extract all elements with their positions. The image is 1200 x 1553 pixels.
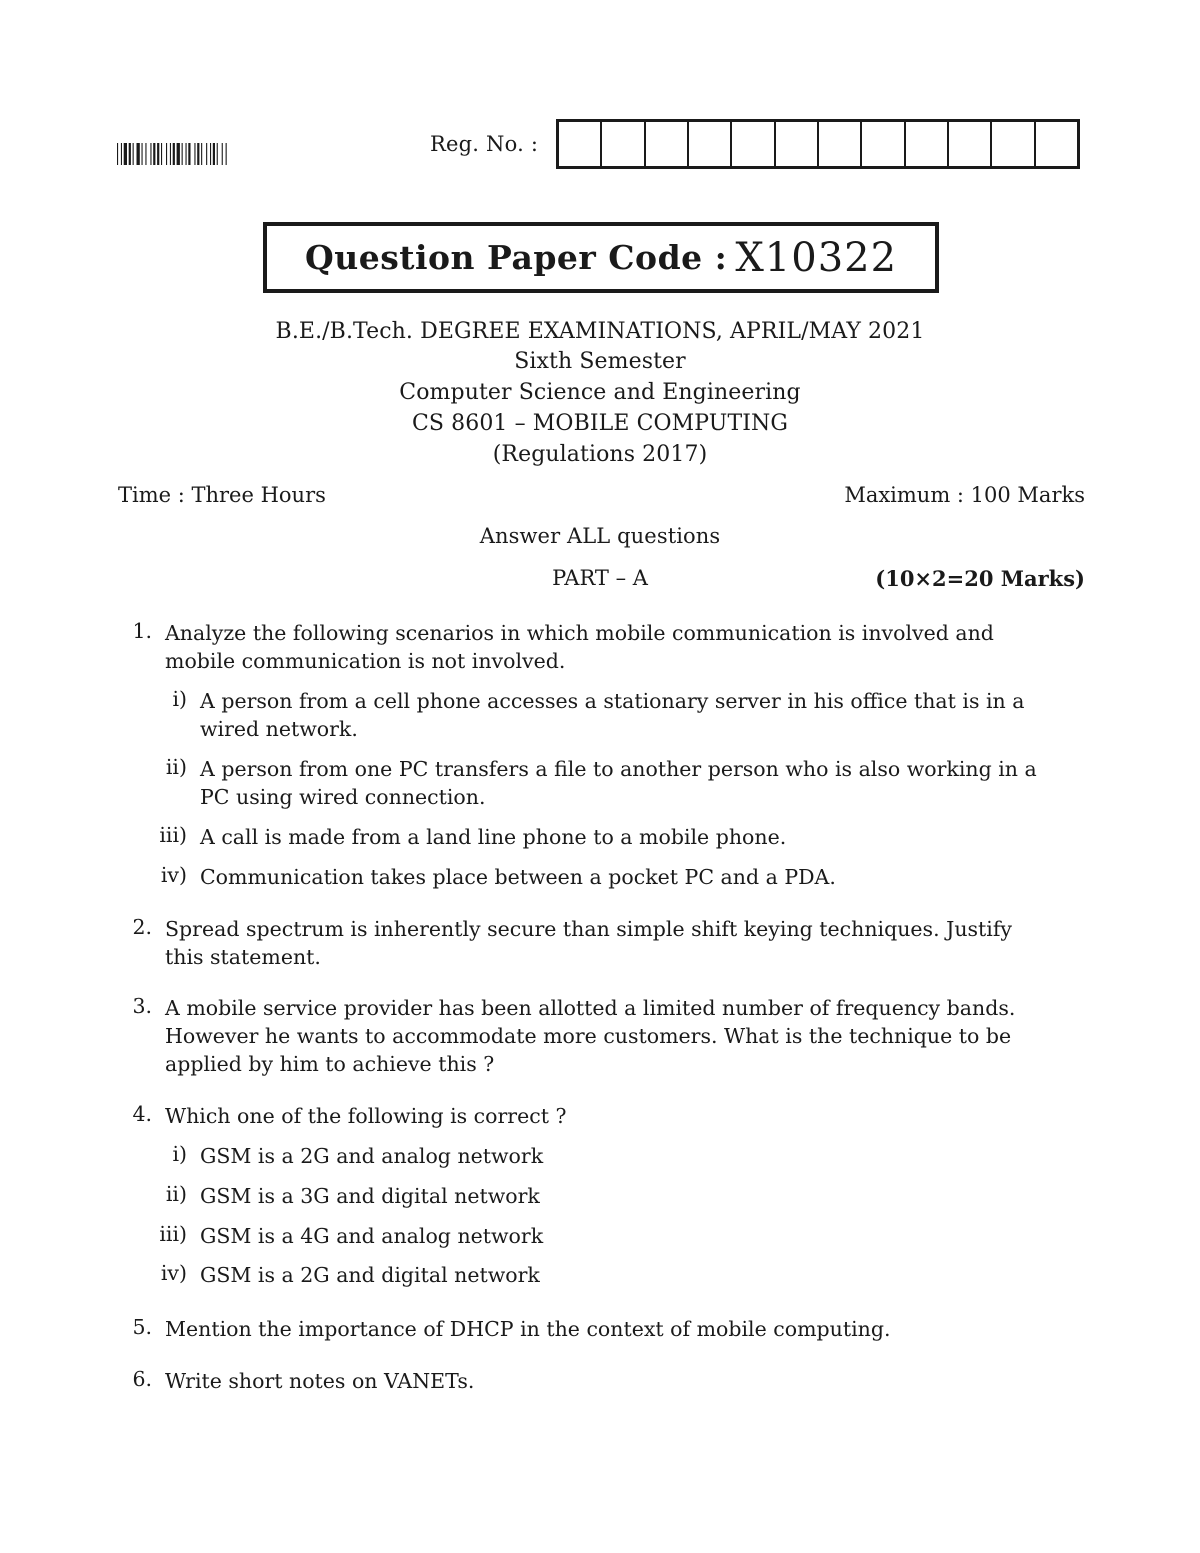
reg-no-digit-box[interactable] bbox=[646, 122, 689, 166]
question-paper-code-label: Question Paper Code : bbox=[304, 238, 728, 277]
option-number: i) bbox=[172, 687, 187, 711]
option-text: A person from one PC transfers a file to another person who is also working in a PC using wired connection. bbox=[200, 757, 1037, 809]
question-number: 2. bbox=[132, 915, 152, 939]
part-title: PART – A bbox=[552, 566, 648, 590]
reg-no-digit-box[interactable] bbox=[992, 122, 1035, 166]
option-number: i) bbox=[172, 1142, 187, 1166]
time-allowed: Time : Three Hours bbox=[118, 483, 326, 507]
question-paper-code-value: X10322 bbox=[735, 234, 898, 281]
semester: Sixth Semester bbox=[514, 349, 686, 374]
question-number: 4. bbox=[132, 1102, 152, 1126]
question-number: 5. bbox=[132, 1315, 152, 1339]
question-text: A mobile service provider has been allotted a limited number of frequency bands. However he wants to accommodate more customers. What is the technique to be applied by him to achieve this ? bbox=[165, 996, 1016, 1076]
option-number: iii) bbox=[159, 1222, 187, 1246]
question-text: Which one of the following is correct ? bbox=[165, 1104, 567, 1128]
branch: Computer Science and Engineering bbox=[399, 380, 801, 405]
option-text: GSM is a 2G and analog network bbox=[200, 1144, 544, 1168]
maximum-marks: Maximum : 100 Marks bbox=[844, 483, 1085, 507]
reg-no-digit-box[interactable] bbox=[732, 122, 775, 166]
reg-no-digit-box[interactable] bbox=[559, 122, 602, 166]
option-number: ii) bbox=[165, 755, 187, 779]
regulations: (Regulations 2017) bbox=[492, 442, 708, 467]
option-text: A call is made from a land line phone to a mobile phone. bbox=[200, 825, 787, 849]
question-text: Write short notes on VANETs. bbox=[165, 1369, 475, 1393]
option-text: GSM is a 2G and digital network bbox=[200, 1263, 540, 1287]
option-text: GSM is a 4G and analog network bbox=[200, 1224, 544, 1248]
option-text: GSM is a 3G and digital network bbox=[200, 1184, 540, 1208]
question-number: 1. bbox=[132, 619, 152, 643]
reg-no-digit-box[interactable] bbox=[602, 122, 645, 166]
question-text: Analyze the following scenarios in which mobile communication is involved and mobile communication is not involved. bbox=[165, 621, 994, 673]
question-text: Spread spectrum is inherently secure than simple shift keying techniques. Justify this statement. bbox=[165, 917, 1013, 969]
instruction: Answer ALL questions bbox=[479, 524, 721, 548]
question-text: Mention the importance of DHCP in the context of mobile computing. bbox=[165, 1317, 891, 1341]
reg-no-digit-box[interactable] bbox=[776, 122, 819, 166]
reg-no-digit-box[interactable] bbox=[1036, 122, 1077, 166]
course-title: CS 8601 – MOBILE COMPUTING bbox=[411, 411, 789, 436]
option-number: ii) bbox=[165, 1182, 187, 1206]
barcode-image bbox=[117, 143, 295, 165]
reg-no-label: Reg. No. : bbox=[430, 132, 539, 156]
question-paper-code-box bbox=[263, 222, 939, 293]
reg-no-digit-box[interactable] bbox=[689, 122, 732, 166]
reg-no-digit-box[interactable] bbox=[819, 122, 862, 166]
reg-no-digit-box[interactable] bbox=[862, 122, 905, 166]
part-marks: (10×2=20 Marks) bbox=[875, 566, 1085, 591]
option-number: iv) bbox=[160, 1261, 187, 1285]
option-text: A person from a cell phone accesses a stationary server in his office that is in a wired network. bbox=[200, 689, 1025, 741]
option-number: iv) bbox=[160, 863, 187, 887]
reg-no-boxes[interactable] bbox=[556, 119, 1080, 169]
option-number: iii) bbox=[159, 823, 187, 847]
reg-no-digit-box[interactable] bbox=[949, 122, 992, 166]
question-number: 3. bbox=[132, 994, 152, 1018]
reg-no-digit-box[interactable] bbox=[906, 122, 949, 166]
exam-title: B.E./B.Tech. DEGREE EXAMINATIONS, APRIL/MAY 2021 bbox=[275, 319, 925, 344]
question-number: 6. bbox=[132, 1367, 152, 1391]
option-text: Communication takes place between a pocket PC and a PDA. bbox=[200, 865, 836, 889]
